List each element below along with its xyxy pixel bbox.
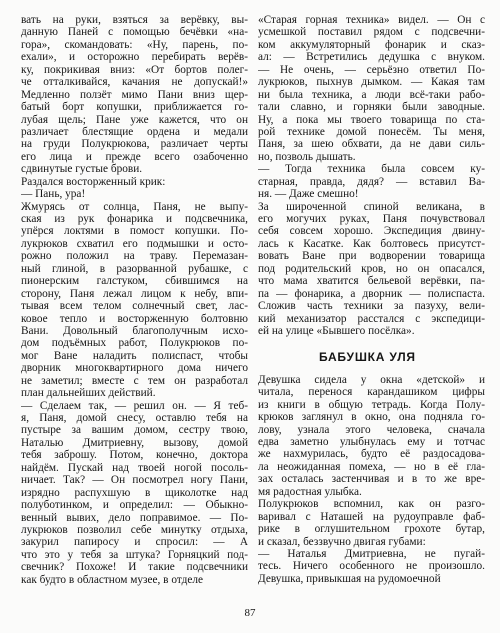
text-line: свечник? Похоже! И такие подсвечники — [21, 561, 248, 574]
text-line: лукрюков схватил его подмышки и осто- — [21, 237, 248, 250]
text-line: лукрюков позволил себе минутку отдыха, — [21, 523, 248, 536]
text-line: крюков заглянул в окно, она подняла го- — [258, 411, 485, 424]
text-line: Паня, за шею обхвати, да не дави силь- — [258, 138, 485, 151]
text-line: «Старая горная техника» видел. — Он с — [258, 14, 485, 26]
text-line: ком аккумуляторный фонарик и сказ- — [258, 38, 485, 51]
text-line: ни была техника, а люди всё-таки рабо- — [258, 88, 485, 101]
text-line: варивал с Наташей на рудоуправле фаб- — [258, 510, 485, 523]
text-line: Ну, а пока мы твоего товарища по ста- — [258, 113, 485, 126]
text-line: Наталью Дмитриевну, вызову, домой — [21, 436, 248, 449]
text-line: на груди Полукрюкова, различает черты — [21, 138, 248, 151]
text-line: тебя заброшу. Потом, конечно, доктора — [21, 449, 248, 462]
text-line: старная, правда, дядя? — вставил Ва- — [258, 175, 485, 188]
text-line: Медленно ползёт мимо Пани вниз щер- — [21, 88, 248, 101]
text-line: Жмурясь от солнца, Паня, не выпу- — [21, 200, 248, 213]
right-column-lower-text — [258, 374, 485, 585]
text-line: Сложив часть техники за пазуху, вели- — [258, 300, 485, 313]
text-line: из книги в общую тетрадь. Когда Полу- — [258, 398, 485, 411]
text-line: рой технике домой понесём. Ты меня, — [258, 125, 485, 138]
text-line: — Сделаем так, — решил он. — Я теб- — [21, 399, 248, 412]
text-line: ей на улице «Бывшего посёлка». — [258, 324, 415, 337]
text-line: — Пань, ура! — [21, 188, 86, 201]
text-line: зах осталась застенчивая и в то же вре- — [258, 473, 485, 486]
text-line: лукрюков, пыхнув дымком. — Какая там — [258, 76, 485, 89]
text-line: различает блестящие ордена и медали — [21, 125, 248, 138]
text-line: я, Паня, домой снесу, оставлю тебя на — [21, 412, 248, 424]
text-line: план дальнейших действий. — [21, 387, 156, 400]
text-line: что мама хватится бельевой верёвки, па- — [258, 275, 485, 288]
text-line: Девушка, привыкшая на рудомоечной — [258, 572, 441, 585]
text-line: тесь. Ничего особенного не произошло. — [258, 560, 485, 573]
text-line: дворник многоквартирного дома ничего — [21, 362, 248, 375]
text-line: его могучих руках, Паня почувствовал — [258, 213, 485, 225]
text-line: усмешкой поставил рядом с подсвечни- — [258, 26, 485, 39]
text-line: что это у тебя за штука? Горняцкий под- — [21, 548, 248, 561]
text-line: венный вывих, дело поправимое. — По- — [21, 511, 248, 524]
text-line: За широченной спиной великана, в — [258, 200, 485, 213]
text-line: найдём. Пускай над твоей ногой посоль- — [21, 461, 248, 474]
text-line: ковое тепло и восторженную болтовню — [21, 312, 248, 325]
text-line: его лица и прежде всего озабоченно — [21, 150, 248, 163]
text-line: че отталкивайся, качания не допускай!» — [21, 76, 248, 89]
right-column-upper-text — [258, 14, 485, 337]
text-line: читала, перенося карандашиком цифры — [258, 386, 485, 399]
text-line: рике в оглушительном грохоте бутар, — [258, 523, 485, 536]
text-line: полуботинком, и определил: — Обыкно- — [21, 499, 248, 512]
text-line: дом подъёмных работ, Полукрюков по- — [21, 337, 248, 350]
text-line: едва заметно улыбнулась ему и тотчас — [258, 436, 485, 448]
text-line: Девушка сидела у окна «детской» и — [258, 373, 485, 386]
text-line: ал: — Встретились дедушка с внуком. — [258, 51, 485, 64]
text-line: батый борт копушки, приближается го- — [21, 101, 248, 114]
text-line: не заметил; вместе с тем он разработал — [21, 374, 248, 387]
text-line: ный глиной, в разорванной рубашке, с — [21, 262, 248, 275]
text-line: закурил папиросу и спросил: — А — [21, 536, 248, 549]
text-line: ла неожиданная помеха, — но в её гла- — [258, 460, 485, 473]
text-line: пустыре за вашим домом, сестру твою, — [21, 424, 248, 437]
text-line: ничает. Так? — Он посмотрел ногу Пани, — [21, 474, 248, 487]
text-line: вовать Ване при водворении товарища — [258, 250, 485, 263]
text-line: как будто в областном музее, в отделе — [21, 573, 204, 586]
text-line: лубая щель; Пане уже кажется, что он — [21, 113, 248, 126]
text-line: — Наталья Дмитриевна, не пугай- — [258, 547, 485, 560]
text-line: па — фонарика, а дворник — полиспаста. — [258, 287, 485, 300]
text-line: Раздался восторженный крик: — [21, 175, 166, 188]
text-line: пионерским галстуком, сбившимся на — [21, 275, 248, 288]
text-line: мя радостная улыбка. — [258, 485, 362, 498]
text-line: лову, узнала этого человека, сначала — [258, 423, 485, 436]
text-line: тывая всем телом солнечный свет, лас- — [21, 300, 248, 313]
page-number: 87 — [244, 607, 256, 619]
text-line: рожно положил на траву. Перемазан- — [21, 250, 248, 263]
text-line: ская из рук фонарика и подсвечника, — [21, 213, 248, 225]
text-line: Вани. Довольный благополучным исхо- — [21, 324, 248, 337]
text-line: себя совсем хорошо. Экспедиция двину- — [258, 225, 485, 238]
text-line: ехали», и осторожно перебирать верёв- — [21, 51, 248, 64]
text-line: кий механизатор расстался с экспедици- — [258, 312, 485, 325]
text-line: сторону, Паня лежал лицом к небу, впи- — [21, 287, 248, 300]
text-line: лась к Касатке. Как болтовесь присутст- — [258, 237, 485, 250]
text-line: изрядно распухшую в щиколотке над — [21, 486, 248, 499]
text-line: гора», скомандовать: «Ну, парень, по- — [21, 38, 248, 51]
left-text-column — [21, 14, 248, 586]
text-line: данную Паней с помощью бечёвки «на- — [21, 26, 248, 39]
text-line: сдвинутые густые брови. — [21, 163, 143, 176]
text-line: под родительский кров, но он опасался, — [258, 262, 485, 275]
text-line: же нахмурилась, будто её раздосадова- — [258, 448, 485, 461]
text-line: но, позволь дышать. — [258, 150, 356, 163]
right-text-column — [258, 14, 485, 585]
text-line: и сказал, беззвучно двигая губами: — [258, 535, 426, 548]
text-line: ку, покрикивая вниз: «От бортов полег- — [21, 63, 248, 76]
text-line: тали славно, и горняки были заводные. — [258, 101, 485, 114]
text-line: мог Ване наладить полиспаст, чтобы — [21, 349, 248, 362]
chapter-heading: БАБУШКА УЛЯ — [319, 350, 416, 365]
text-line: — Не очень, — серьёзно ответил По- — [258, 63, 485, 76]
text-line: — Тогда техника была совсем ку- — [258, 163, 485, 176]
text-line: вать на руки, взяться за верёвку, вы- — [21, 14, 248, 26]
text-line: Полукрюков вспомнил, как он разго- — [258, 498, 485, 511]
text-line: ня. — Даже смешно! — [258, 188, 359, 201]
text-line: упёрся локтями в помост копушки. По- — [21, 225, 248, 238]
